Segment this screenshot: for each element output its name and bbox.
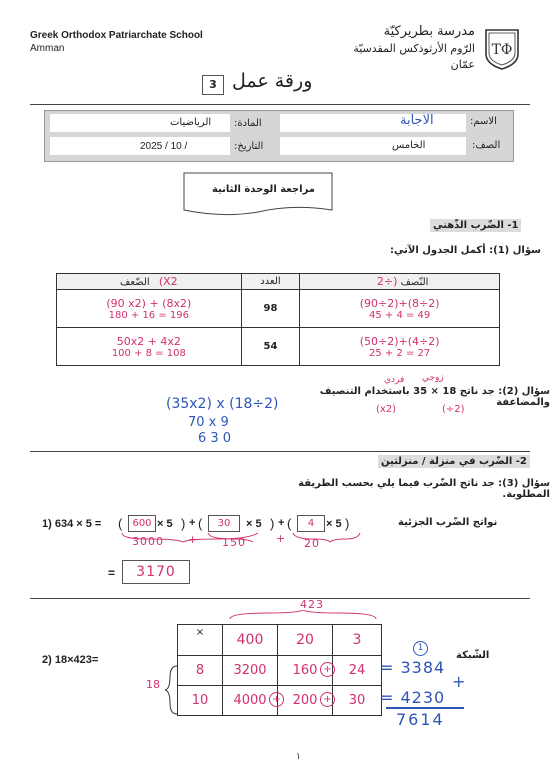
p2-top-brace	[228, 610, 378, 620]
page-number: ١	[296, 752, 301, 762]
grid-plus-circle: +	[320, 692, 335, 707]
grid-plus-circle: +	[269, 692, 284, 707]
q2-note-even: زوجي	[422, 373, 444, 383]
p2-row1-sum: = 3384	[380, 658, 446, 677]
double-row2-line2: 100 + 8 = 108	[111, 347, 186, 359]
p1-paren-close: )	[345, 516, 350, 531]
double-row2-line1: 50x2 + 4x2	[116, 334, 181, 348]
grid-row-8: 8	[178, 656, 223, 686]
class-value: الخامس	[392, 140, 426, 151]
grid-col-3: 3	[333, 625, 382, 656]
p1-part-150: 150	[222, 536, 246, 549]
svg-text:ΤΦ: ΤΦ	[491, 42, 513, 58]
school-city-ar: عمّان	[450, 58, 475, 71]
double-half-table	[56, 273, 500, 366]
p1-times5-3: × 5	[326, 518, 342, 530]
number-row1: 98	[241, 290, 300, 328]
q2-note-odd: فردي	[384, 375, 405, 385]
q2-work-line2: 70 x 9	[188, 415, 229, 430]
p1-paren-open: (	[118, 516, 123, 531]
q2-text: سؤال (2): جد ناتج 18 × 35 باستخدام التنصيف والمضاعفة	[319, 386, 550, 408]
table-row	[57, 290, 500, 328]
half-row2-line2: 25 + 2 = 27	[369, 347, 431, 359]
table-row	[57, 328, 500, 366]
subject-value: الرياضيات	[170, 117, 212, 128]
col-header-number: العدد	[241, 274, 300, 290]
q2-work-line1: (35x2) x (18÷2)	[166, 396, 279, 412]
p1-plus-1: +	[189, 517, 196, 529]
grid-cell-200: 200	[278, 686, 333, 716]
p2-top-total: 423	[300, 598, 324, 611]
review-title: مراجعة الوحدة الثانية	[212, 184, 315, 195]
name-label: الاسم:	[470, 116, 497, 127]
p1-part-3000: 3000	[132, 535, 164, 548]
name-value: الاجابة	[400, 113, 434, 128]
partial-products-label: نواتج الضّرب الجزئية	[398, 517, 498, 528]
grid-times-cell: ×	[178, 625, 223, 656]
p1-paren-close: )	[181, 516, 186, 531]
p1-box-4: 4	[297, 515, 325, 532]
double-row1-line2: 180 + 16 = 196	[108, 309, 189, 321]
class-field	[280, 137, 466, 155]
grid-cell-160: 160	[278, 656, 333, 686]
grid-col-20: 20	[278, 625, 333, 656]
col-header-double: الضّعف (X2	[57, 274, 242, 290]
p2-label: 2) 18×423=	[42, 654, 99, 666]
section1-title: 1- الضّرب الذّهني	[430, 219, 521, 232]
p2-side-brace	[164, 665, 178, 715]
p1-paren-close: )	[270, 516, 275, 531]
half-row1-line2: 45 + 4 = 49	[369, 309, 431, 321]
p1-paren-open: (	[198, 516, 203, 531]
date-value: 2025 / 10 /	[140, 141, 188, 152]
section2-title: 2- الضّرب في منزلة / منزلتين	[378, 455, 530, 468]
p1-equals: =	[108, 566, 116, 580]
p1-box-600: 600	[128, 515, 156, 532]
subject-label: المادة:	[234, 118, 262, 129]
grid-plus-circle: +	[320, 662, 335, 677]
date-label: التاريخ:	[234, 141, 264, 152]
p1-paren-open: (	[287, 516, 292, 531]
p2-side-18: 18	[146, 678, 160, 691]
school-logo	[484, 28, 520, 70]
p1-plus-2: +	[278, 517, 285, 529]
section-divider-2	[30, 598, 530, 599]
q2-note-x2: (x2)	[376, 404, 397, 415]
p1-times5-2: × 5	[246, 518, 262, 530]
p1-part-plus-1: +	[188, 533, 198, 546]
worksheet-number-box: 3	[202, 75, 224, 95]
q2-work-line3: 6 3 0	[198, 431, 232, 446]
name-field	[280, 114, 466, 132]
grid-row-10: 10	[178, 686, 223, 716]
p1-times5-1: × 5	[157, 518, 173, 530]
number-row2: 54	[241, 328, 300, 366]
school-city-en: Amman	[30, 43, 65, 54]
double-row1-line1: (90 x2) + (8x2)	[106, 296, 192, 310]
school-name-ar-2: الرّوم الأرثوذكس المقدسيّة	[353, 42, 475, 55]
q3-text: سؤال (3): جد ناتج الضّرب فيما يلي بحسب الطريقة المطلوبة.	[298, 478, 550, 500]
p2-sum-line	[386, 707, 464, 709]
p2-total: 7614	[396, 710, 445, 729]
p2-row2-sum: = 4230	[380, 688, 446, 707]
grid-label: الشّبكة	[456, 650, 490, 661]
table-row	[178, 656, 382, 686]
grid-cell-24: 24	[333, 656, 382, 686]
col-header-half: النّصف (÷2	[300, 274, 500, 290]
p1-label: 1) 634 × 5 =	[42, 518, 102, 530]
q2-note-div2: (÷2)	[442, 404, 465, 415]
half-row1-line1: (90÷2)+(8÷2)	[359, 296, 440, 310]
p2-plus: +	[452, 672, 466, 691]
section-divider-1	[30, 451, 530, 452]
half-row2-line1: (50÷2)+(4÷2)	[359, 334, 440, 348]
p1-part-20: 20	[304, 537, 320, 550]
grid-col-400: 400	[223, 625, 278, 656]
p2-circled-1: 1	[413, 641, 428, 656]
worksheet-title: ورقة عمل	[232, 70, 313, 92]
grid-cell-30: 30	[333, 686, 382, 716]
grid-cell-3200: 3200	[223, 656, 278, 686]
grid-cell-4000: 4000	[223, 686, 278, 716]
p1-answer-box: 3170	[122, 560, 190, 584]
school-name-en: Greek Orthodox Patriarchate School	[30, 30, 203, 41]
p1-part-plus-2: +	[276, 532, 286, 545]
header-divider	[30, 104, 530, 105]
q1-text: سؤال (1): أكمل الجدول الآتي:	[390, 245, 541, 256]
class-label: الصف:	[472, 140, 501, 151]
school-name-ar-1: مدرسة بطريركيّة	[383, 24, 475, 39]
p1-box-30: 30	[208, 515, 240, 532]
